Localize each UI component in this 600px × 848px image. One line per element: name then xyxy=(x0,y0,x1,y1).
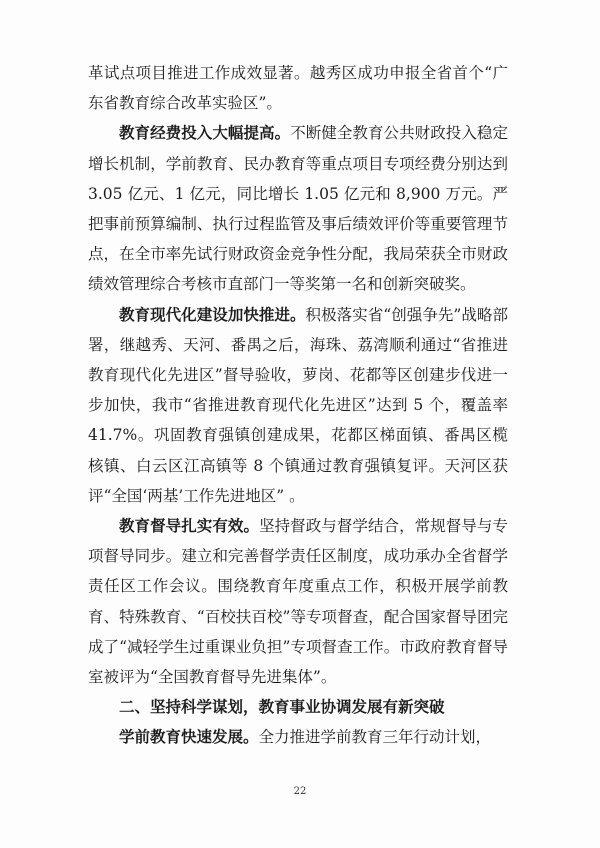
paragraph-education-funding xyxy=(88,118,508,299)
paragraph-lead: 教育督导扎实有效。 xyxy=(119,516,260,536)
paragraph-body: 积极落实省“创强争先”战略部署，继越秀、天河、番禺之后，海珠、荔湾顺利通过“省推进教育现代化先进区”督导验收，萝岗、花都等区创建步伐进一步加快，我市“省推进教育现代化先进区”达到 5 个，覆盖率 41.7%。巩固教育强镇创建成果，花都区梯面镇、番禺区榄核镇、白云区江高镇等 8 个镇通过教育强镇复评。天河区获评“全国‘两基’工作先进地区” 。 xyxy=(88,305,508,505)
paragraph-body: 坚持督政与督学结合，常规督导与专项督导同步。建立和完善督学责任区制度，成功承办全省督学责任区工作会议。围绕教育年度重点工作，积极开展学前教育、特殊教育、“百校扶百校”等专项督查，配合国家督导团完成了“减轻学生过重课业负担”专项督查工作。市政府教育督导室被评为“全国教育督导先进集体”。 xyxy=(88,517,508,687)
page-number: 22 xyxy=(293,786,307,797)
paragraph-lead: 教育现代化建设加快推进。 xyxy=(119,304,306,324)
paragraph-body: 革试点项目推进工作成效显著。越秀区成功申报全省首个“广东省教育综合改革实验区”。 xyxy=(88,64,508,113)
paragraph-education-modernization xyxy=(88,300,508,511)
paragraph-continuation xyxy=(88,58,508,118)
section-heading: 二、坚持科学谋划，教育事业协调发展有新突破 xyxy=(119,697,445,717)
paragraph-body: 全力推进学前教育三年行动计划， xyxy=(258,728,492,747)
paragraph-preschool-education xyxy=(88,722,508,752)
paragraph-lead: 教育经费投入大幅提高。 xyxy=(119,123,291,143)
paragraph-education-supervision xyxy=(88,511,508,692)
paragraph-lead: 学前教育快速发展。 xyxy=(119,727,259,747)
paragraph-body: 不断健全教育公共财政投入稳定增长机制，学前教育、民办教育等重点项目专项经费分别达到 3.05 亿元、1 亿元，同比增长 1.05 亿元和 8,900 万元。严把事前预算编制、执行过程监管及事后绩效评价等重要管理节点，在全市率先试行财政资金竞争性分配，我局荣获全市财政绩效管理综合考核市直部门一等奖第一名和创新突破奖。 xyxy=(88,124,508,294)
body-text xyxy=(88,58,508,753)
